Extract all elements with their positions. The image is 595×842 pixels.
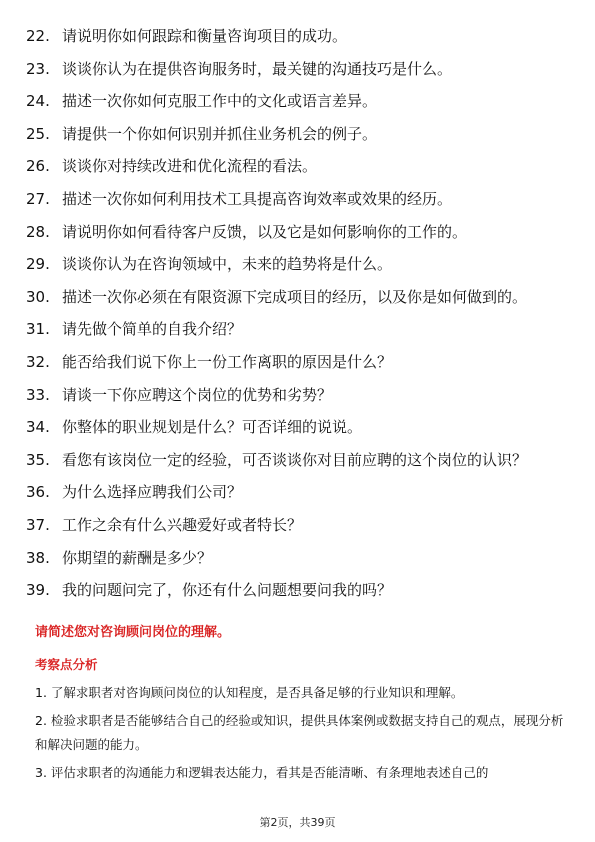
question-item: [26, 122, 566, 147]
question-text: 为什么选择应聘我们公司？: [62, 483, 243, 502]
question-number: 24.: [26, 92, 50, 111]
question-item: [26, 317, 566, 342]
section-title: 请简述您对咨询顾问岗位的理解。: [35, 625, 231, 640]
page-footer: 第2页，共39页: [259, 816, 336, 829]
question-number: 33.: [26, 385, 50, 404]
question-item: [26, 546, 566, 571]
question-number: 34.: [26, 418, 50, 437]
question-text: 请说明你如何跟踪和衡量咨询项目的成功。: [62, 27, 348, 45]
question-item: [26, 154, 566, 179]
question-number: 22.: [26, 27, 50, 45]
question-item: [26, 24, 566, 49]
question-number: 32.: [26, 352, 50, 371]
question-text: 我的问题问完了，你还有什么问题想要问我的吗？: [62, 581, 393, 600]
question-text: 看您有该岗位一定的经验，可否谈谈你对目前应聘的这个岗位的认识？: [62, 450, 528, 469]
question-number: 27.: [26, 189, 50, 208]
question-item: [26, 350, 566, 375]
question-text: 请说明你如何看待客户反馈，以及它是如何影响你的工作的。: [62, 222, 468, 241]
question-item: [26, 480, 566, 505]
question-item: [26, 57, 566, 82]
question-text: 你整体的职业规划是什么？可否详细的说说。: [62, 418, 363, 437]
question-item: [26, 220, 566, 245]
question-number: 25.: [26, 124, 50, 143]
question-item: [26, 448, 566, 473]
question-text: 工作之余有什么兴趣爱好或者特长？: [62, 515, 303, 534]
question-item: [26, 513, 566, 538]
question-item: [26, 383, 566, 408]
question-item: [26, 187, 566, 212]
question-item: [26, 252, 566, 277]
question-number: 35.: [26, 450, 50, 469]
question-number: 31.: [26, 320, 50, 339]
question-number: 37.: [26, 515, 50, 534]
question-number: 30.: [26, 287, 50, 306]
question-number: 36.: [26, 483, 50, 502]
question-item: [26, 415, 566, 440]
question-number: 23.: [26, 59, 50, 78]
question-text: 能否给我们说下你上一份工作离职的原因是什么？: [62, 352, 393, 371]
question-text: 谈谈你对持续改进和优化流程的看法。: [62, 157, 318, 176]
question-text: 请谈一下你应聘这个岗位的优势和劣势？: [62, 385, 333, 404]
question-number: 29.: [26, 255, 50, 274]
analysis-point: 2. 检验求职者是否能够结合自己的经验或知识，提供具体案例或数据支持自己的观点，展现分析和解决问题的能力。: [35, 712, 564, 752]
analysis-point: 1. 了解求职者对咨询顾问岗位的认知程度，是否具备足够的行业知识和理解。: [35, 685, 464, 700]
question-number: 39.: [26, 581, 50, 600]
question-number: 38.: [26, 548, 50, 567]
question-list: [26, 24, 566, 611]
question-text: 你期望的薪酬是多少？: [62, 548, 213, 567]
question-number: 28.: [26, 222, 50, 241]
question-text: 谈谈你认为在提供咨询服务时，最关键的沟通技巧是什么。: [62, 59, 453, 78]
analysis-heading: 考察点分析: [35, 657, 98, 672]
question-text: 描述一次你必须在有限资源下完成项目的经历，以及你是如何做到的。: [62, 287, 528, 306]
question-item: [26, 89, 566, 114]
analysis-point: 3. 评估求职者的沟通能力和逻辑表达能力，看其是否能清晰、有条理地表述自己的: [35, 764, 489, 780]
question-number: 26.: [26, 157, 50, 176]
question-text: 请先做个简单的自我介绍？: [62, 320, 243, 339]
question-item: [26, 578, 566, 603]
question-text: 描述一次你如何利用技术工具提高咨询效率或效果的经历。: [62, 189, 453, 208]
question-text: 谈谈你认为在咨询领域中，未来的趋势将是什么。: [62, 255, 393, 274]
question-text: 请提供一个你如何识别并抓住业务机会的例子。: [62, 124, 378, 143]
analysis-points: [35, 681, 565, 788]
question-item: [26, 285, 566, 310]
question-text: 描述一次你如何克服工作中的文化或语言差异。: [62, 92, 378, 111]
